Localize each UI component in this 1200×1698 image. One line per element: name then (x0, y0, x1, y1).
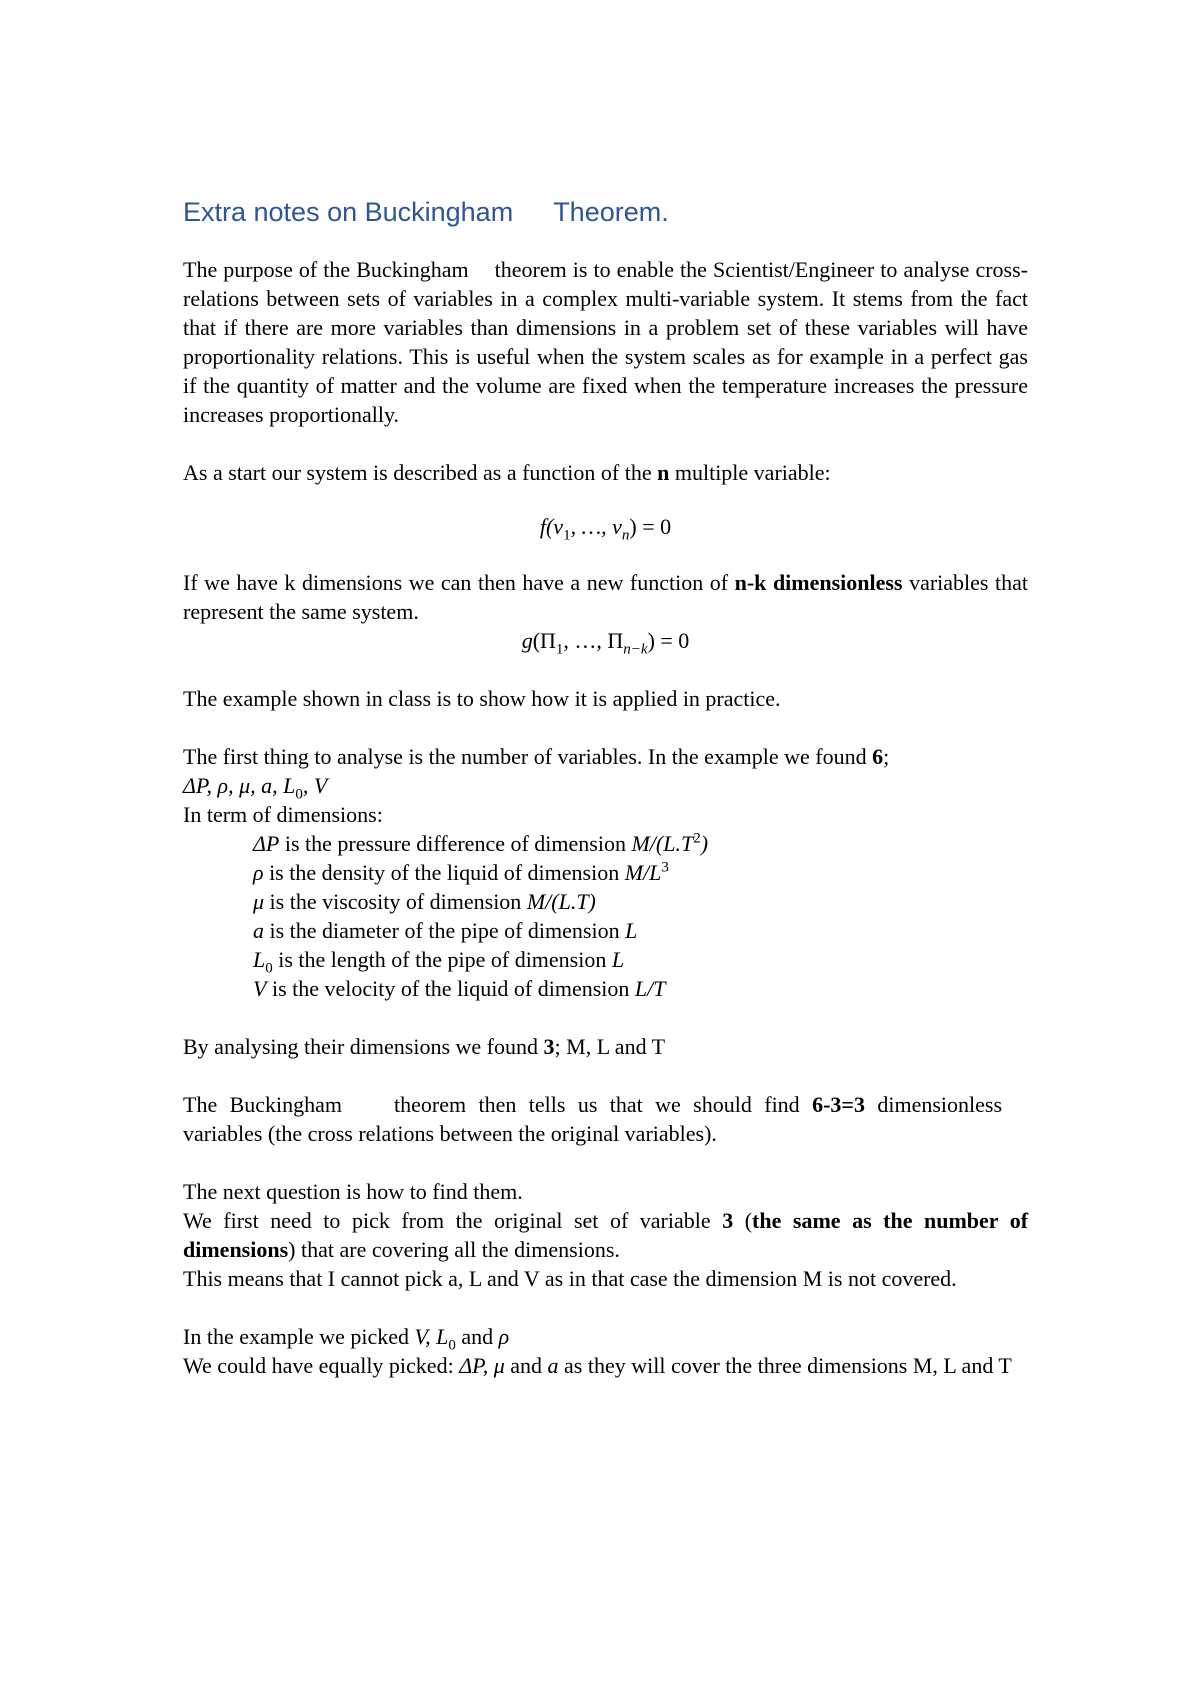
variables-list (183, 771, 1028, 803)
dimension-item (253, 858, 1028, 887)
theorem-tells-text-2: theorem then tells us that we should find (394, 1092, 800, 1117)
example-intro: The example shown in class is to show how it is applied in practice. (183, 686, 781, 711)
start-paragraph (183, 458, 1028, 487)
picked-sym-2: ρ (498, 1324, 510, 1349)
dimension-item (253, 916, 1028, 945)
eq-g-subnk: n−k (623, 641, 648, 658)
intro-text-2: theorem is to enable the Scientist/Engineer to analyse cross-relations between sets of variables in a complex multi-variable system. It stems from the fact that if there are more variables than dimensions in a problem set of these variables will have proportionality relations. This is useful when the system scales as for example in a perfect gas if the quantity of matter and the volume are fixed when the temperature increases the pressure increases proportionally. (183, 257, 1028, 427)
document-body (183, 195, 1028, 1380)
dim-item-dim-end: ) (700, 831, 709, 856)
next-bold-same: the same as the number of dimensions (183, 1208, 1029, 1262)
variables-list-sub: 0 (295, 786, 303, 803)
dim-item-sub: 0 (265, 960, 273, 977)
dim-item-symbol: a (253, 918, 264, 943)
dim-item-dimension: L/T (634, 976, 666, 1001)
next-bold-3: 3 (722, 1208, 734, 1233)
next-paren-open: ( (744, 1208, 753, 1233)
start-text-1: As a start our system is described as a function of the (183, 460, 652, 485)
picked-text-1: In the example we picked (183, 1324, 410, 1349)
variables-semicolon: ; (883, 744, 890, 769)
equation-f (183, 512, 1028, 544)
dimension-item (253, 829, 1028, 858)
variables-list-end: , V (302, 773, 328, 798)
dim-item-symbol: μ (253, 889, 265, 914)
dimension-list (183, 829, 1028, 1003)
eq-f-symbol: f (539, 514, 546, 539)
picked-sym-1: V, L (414, 1324, 449, 1349)
dim-item-symbol: V (253, 976, 267, 1001)
next-line-1: The next question is how to find them. (183, 1179, 523, 1204)
dim-item-dimension: L (611, 947, 625, 972)
variables-text-1: The first thing to analyse is the number of variables. In the example we found (183, 744, 867, 769)
dim-item-text: is the density of the liquid of dimension (263, 860, 625, 885)
term-heading: In term of dimensions: (183, 802, 383, 827)
dims-bold-nk: n-k (734, 570, 767, 595)
found-dims-paragraph (183, 1032, 1028, 1061)
picked-text-2: and (461, 1324, 494, 1349)
picked-text-4: and (510, 1353, 543, 1378)
next-paragraph (183, 1206, 1028, 1264)
dimension-item (253, 974, 1028, 1003)
dims-bold-dimensionless: dimensionless (772, 570, 903, 595)
theorem-tells-paragraph (183, 1090, 1028, 1148)
eq-f-open: (v (545, 514, 564, 539)
dimension-item (253, 887, 1028, 916)
dim-item-symbol: ΔP (253, 831, 280, 856)
eq-f-sub1: 1 (563, 527, 571, 544)
title-part1: Extra notes on Buckingham (183, 197, 514, 227)
picked-line (183, 1322, 1028, 1354)
eq-g-open: (Π (532, 628, 556, 653)
theorem-tells-text-4: variables (the cross relations between the original variables). (183, 1121, 717, 1146)
next-text-2: ) that are covering all the dimensions. (288, 1237, 620, 1262)
dims-text-1: If we have k dimensions we can then have a new function of (183, 570, 729, 595)
picked-text-5: as they will cover the three dimensions M, L and T (564, 1353, 1012, 1378)
dimension-item (253, 945, 1028, 977)
theorem-tells-text-3: dimensionless (877, 1092, 1003, 1117)
found-dims-count: 3 (543, 1034, 555, 1059)
picked-sym-3: ΔP, μ (459, 1353, 505, 1378)
theorem-tells-bold: 6-3=3 (812, 1092, 865, 1117)
next-text-1: We first need to pick from the original set of variable (183, 1208, 711, 1233)
theorem-tells-text-1: The Buckingham (183, 1092, 343, 1117)
start-text-2: multiple variable: (674, 460, 831, 485)
intro-text-1: The purpose of the Buckingham (183, 257, 469, 282)
eq-f-close: ) = 0 (629, 514, 672, 539)
picked-sym-1-sub: 0 (448, 1337, 456, 1354)
dim-item-text: is the diameter of the pipe of dimension (264, 918, 626, 943)
picked-alternative (183, 1351, 1028, 1380)
variables-paragraph (183, 742, 1028, 771)
dim-item-dimension: M/(L.T (631, 831, 694, 856)
dim-item-text: is the length of the pipe of dimension (272, 947, 612, 972)
dim-item-sup: 2 (693, 830, 701, 847)
dim-item-text: is the pressure difference of dimension (279, 831, 632, 856)
start-bold-n: n (657, 460, 670, 485)
eq-f-mid: , …, v (570, 514, 622, 539)
dim-item-text: is the velocity of the liquid of dimension (266, 976, 635, 1001)
variables-list-text: ΔP, ρ, μ, a, L (183, 773, 296, 798)
picked-text-3: We could have equally picked: (183, 1353, 454, 1378)
title-part2: Theorem. (553, 197, 669, 227)
dim-item-dimension: M/(L.T) (526, 889, 596, 914)
eq-g-close: ) = 0 (647, 628, 690, 653)
found-dims-text-2: ; M, L and T (554, 1034, 666, 1059)
variables-count: 6 (872, 744, 884, 769)
found-dims-text-1: By analysing their dimensions we found (183, 1034, 539, 1059)
equation-g (183, 626, 1028, 658)
eq-g-mid: , …, Π (563, 628, 624, 653)
dims-text-2: variables that represent the same system. (183, 570, 1028, 624)
dim-item-dimension: M/L (624, 860, 662, 885)
eq-f-subn: n (621, 527, 630, 544)
eq-g-symbol: g (521, 628, 533, 653)
dim-item-dimension: L (625, 918, 638, 943)
intro-paragraph (183, 255, 1028, 429)
dim-item-text: is the viscosity of dimension (264, 889, 527, 914)
eq-g-sub1: 1 (555, 641, 564, 658)
dim-item-symbol: L (253, 947, 266, 972)
dims-paragraph (183, 568, 1028, 626)
picked-sym-4: a (547, 1353, 559, 1378)
page-title (183, 195, 1028, 229)
next-line-3: This means that I cannot pick a, L and V as in that case the dimension M is not covered. (183, 1266, 957, 1291)
dim-item-symbol: ρ (253, 860, 264, 885)
dim-item-sup: 3 (661, 859, 669, 876)
